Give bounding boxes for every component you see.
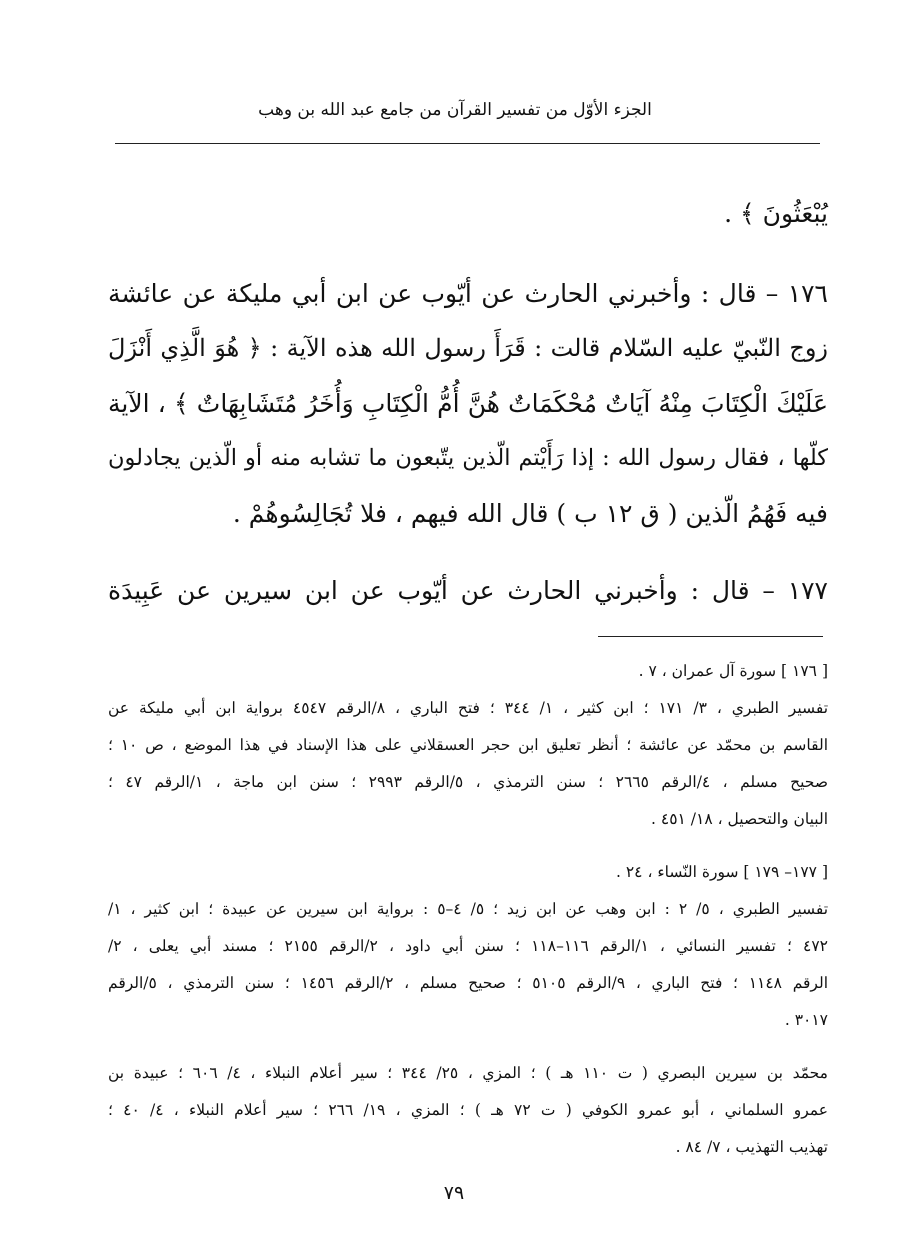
verse-fragment-line: يُبْعَثُونَ ﴾ . xyxy=(724,199,828,228)
footnote-line: [ ١٧٦ ] سورة آل عمران ، ٧ . xyxy=(638,662,828,680)
footnote-line: البيان والتحصيل ، ١٨/ ٤٥١ . xyxy=(651,810,828,828)
page-number: ٧٩ xyxy=(443,1182,465,1204)
paragraph-177-line: ١٧٧ – قال : وأخبرني الحارث عن أيّوب عن ابن سيرين عن عَبِيدَة xyxy=(108,576,828,605)
footnote-line: محمّد بن سيرين البصري ( ت ١١٠ هـ ) ؛ المزي ، ٢٥/ ٣٤٤ ؛ سير أعلام النبلاء ، ٤/ ٦٠٦ ؛ عبيدة بن xyxy=(108,1064,828,1082)
footnote-line: صحيح مسلم ، ٤/الرقم ٢٦٦٥ ؛ سنن الترمذي ، ٥/الرقم ٢٩٩٣ ؛ سنن ابن ماجة ، ١/الرقم ٤٧ ؛ xyxy=(108,773,828,791)
footnote-176 xyxy=(108,653,828,838)
footnote-line: القاسم بن محمّد عن عائشة ؛ أنظر تعليق ابن حجر العسقلاني على هذا الإسناد في هذا الموضع ، ص ١٠ ؛ xyxy=(108,736,829,754)
header-rule xyxy=(115,143,820,144)
paragraph-176 xyxy=(108,266,828,541)
paragraph-176-line: فيه فَهُمُ الّذين ( ق ١٢ ب ) قال الله فيهم ، فلا تُجَالِسُوهُمْ . xyxy=(232,499,828,528)
footnote-line: تفسير الطبري ، ٣/ ١٧١ ؛ ابن كثير ، ١/ ٣٤٤ ؛ فتح الباري ، ٨/الرقم ٤٥٤٧ برواية ابن أبي مليكة عن xyxy=(108,699,829,717)
verse-fragment xyxy=(108,190,828,252)
paragraph-176-line: زوج النّبيّ عليه السّلام قالت : قَرَأَ رسول الله هذه الآية : ﴿ هُوَ الَّذِي أَنْزَلَ xyxy=(108,334,828,362)
footnote-line: ٣٠١٧ . xyxy=(784,1011,828,1029)
footnote-line: تفسير الطبري ، ٥/ ٢ : ابن وهب عن ابن زيد ؛ ٥/ ٤–٥ : برواية ابن سيرين عن عبيدة ؛ ابن كثير ، ١/ xyxy=(108,900,829,918)
paragraph-176-line: عَلَيْكَ الْكِتَابَ مِنْهُ آيَاتٌ مُحْكَمَاتٌ هُنَّ أُمُّ الْكِتَابِ وَأُخَرُ مُتَشَابِهَاتٌ ﴾ ، الآية xyxy=(108,389,828,418)
footnote-line: ٤٧٢ ؛ تفسير النسائي ، ١/الرقم ١١٦–١١٨ ؛ سنن أبي داود ، ٢/الرقم ٢١٥٥ ؛ مسند أبي يعلى ، ٢/ xyxy=(108,937,828,955)
main-text xyxy=(108,190,828,615)
footnote-line: عمرو السلماني ، أبو عمرو الكوفي ( ت ٧٢ هـ ) ؛ المزي ، ١٩/ ٢٦٦ ؛ سير أعلام النبلاء ، ٤/ ٤٠ ؛ xyxy=(108,1101,828,1119)
footnote-line: [ ١٧٧– ١٧٩ ] سورة النّساء ، ٢٤ . xyxy=(616,863,828,881)
paragraph-177 xyxy=(108,567,828,615)
footnote-line: الرقم ١١٤٨ ؛ فتح الباري ، ٩/الرقم ٥١٠٥ ؛ صحيح مسلم ، ٢/الرقم ١٤٥٦ ؛ سنن الترمذي ، ٥/الرقم xyxy=(108,974,829,992)
footnote-separator xyxy=(598,636,823,637)
footnote-biographies xyxy=(108,1055,828,1166)
paragraph-176-line: كلّها ، فقال رسول الله : إذا رَأَيْتم الّذين يتّبعون ما تشابه منه أو الّذين يجادلون xyxy=(108,445,828,471)
paragraph-176-line: ١٧٦ – قال : وأخبرني الحارث عن أيّوب عن ابن أبي مليكة عن عائشة xyxy=(108,279,828,308)
footnote-line: تهذيب التهذيب ، ٧/ ٨٤ . xyxy=(675,1138,828,1156)
running-header: الجزء الأوّل من تفسير القرآن من جامع عبد الله بن وهب xyxy=(258,100,652,120)
footnotes xyxy=(108,653,828,1182)
footnote-177-179 xyxy=(108,854,828,1039)
